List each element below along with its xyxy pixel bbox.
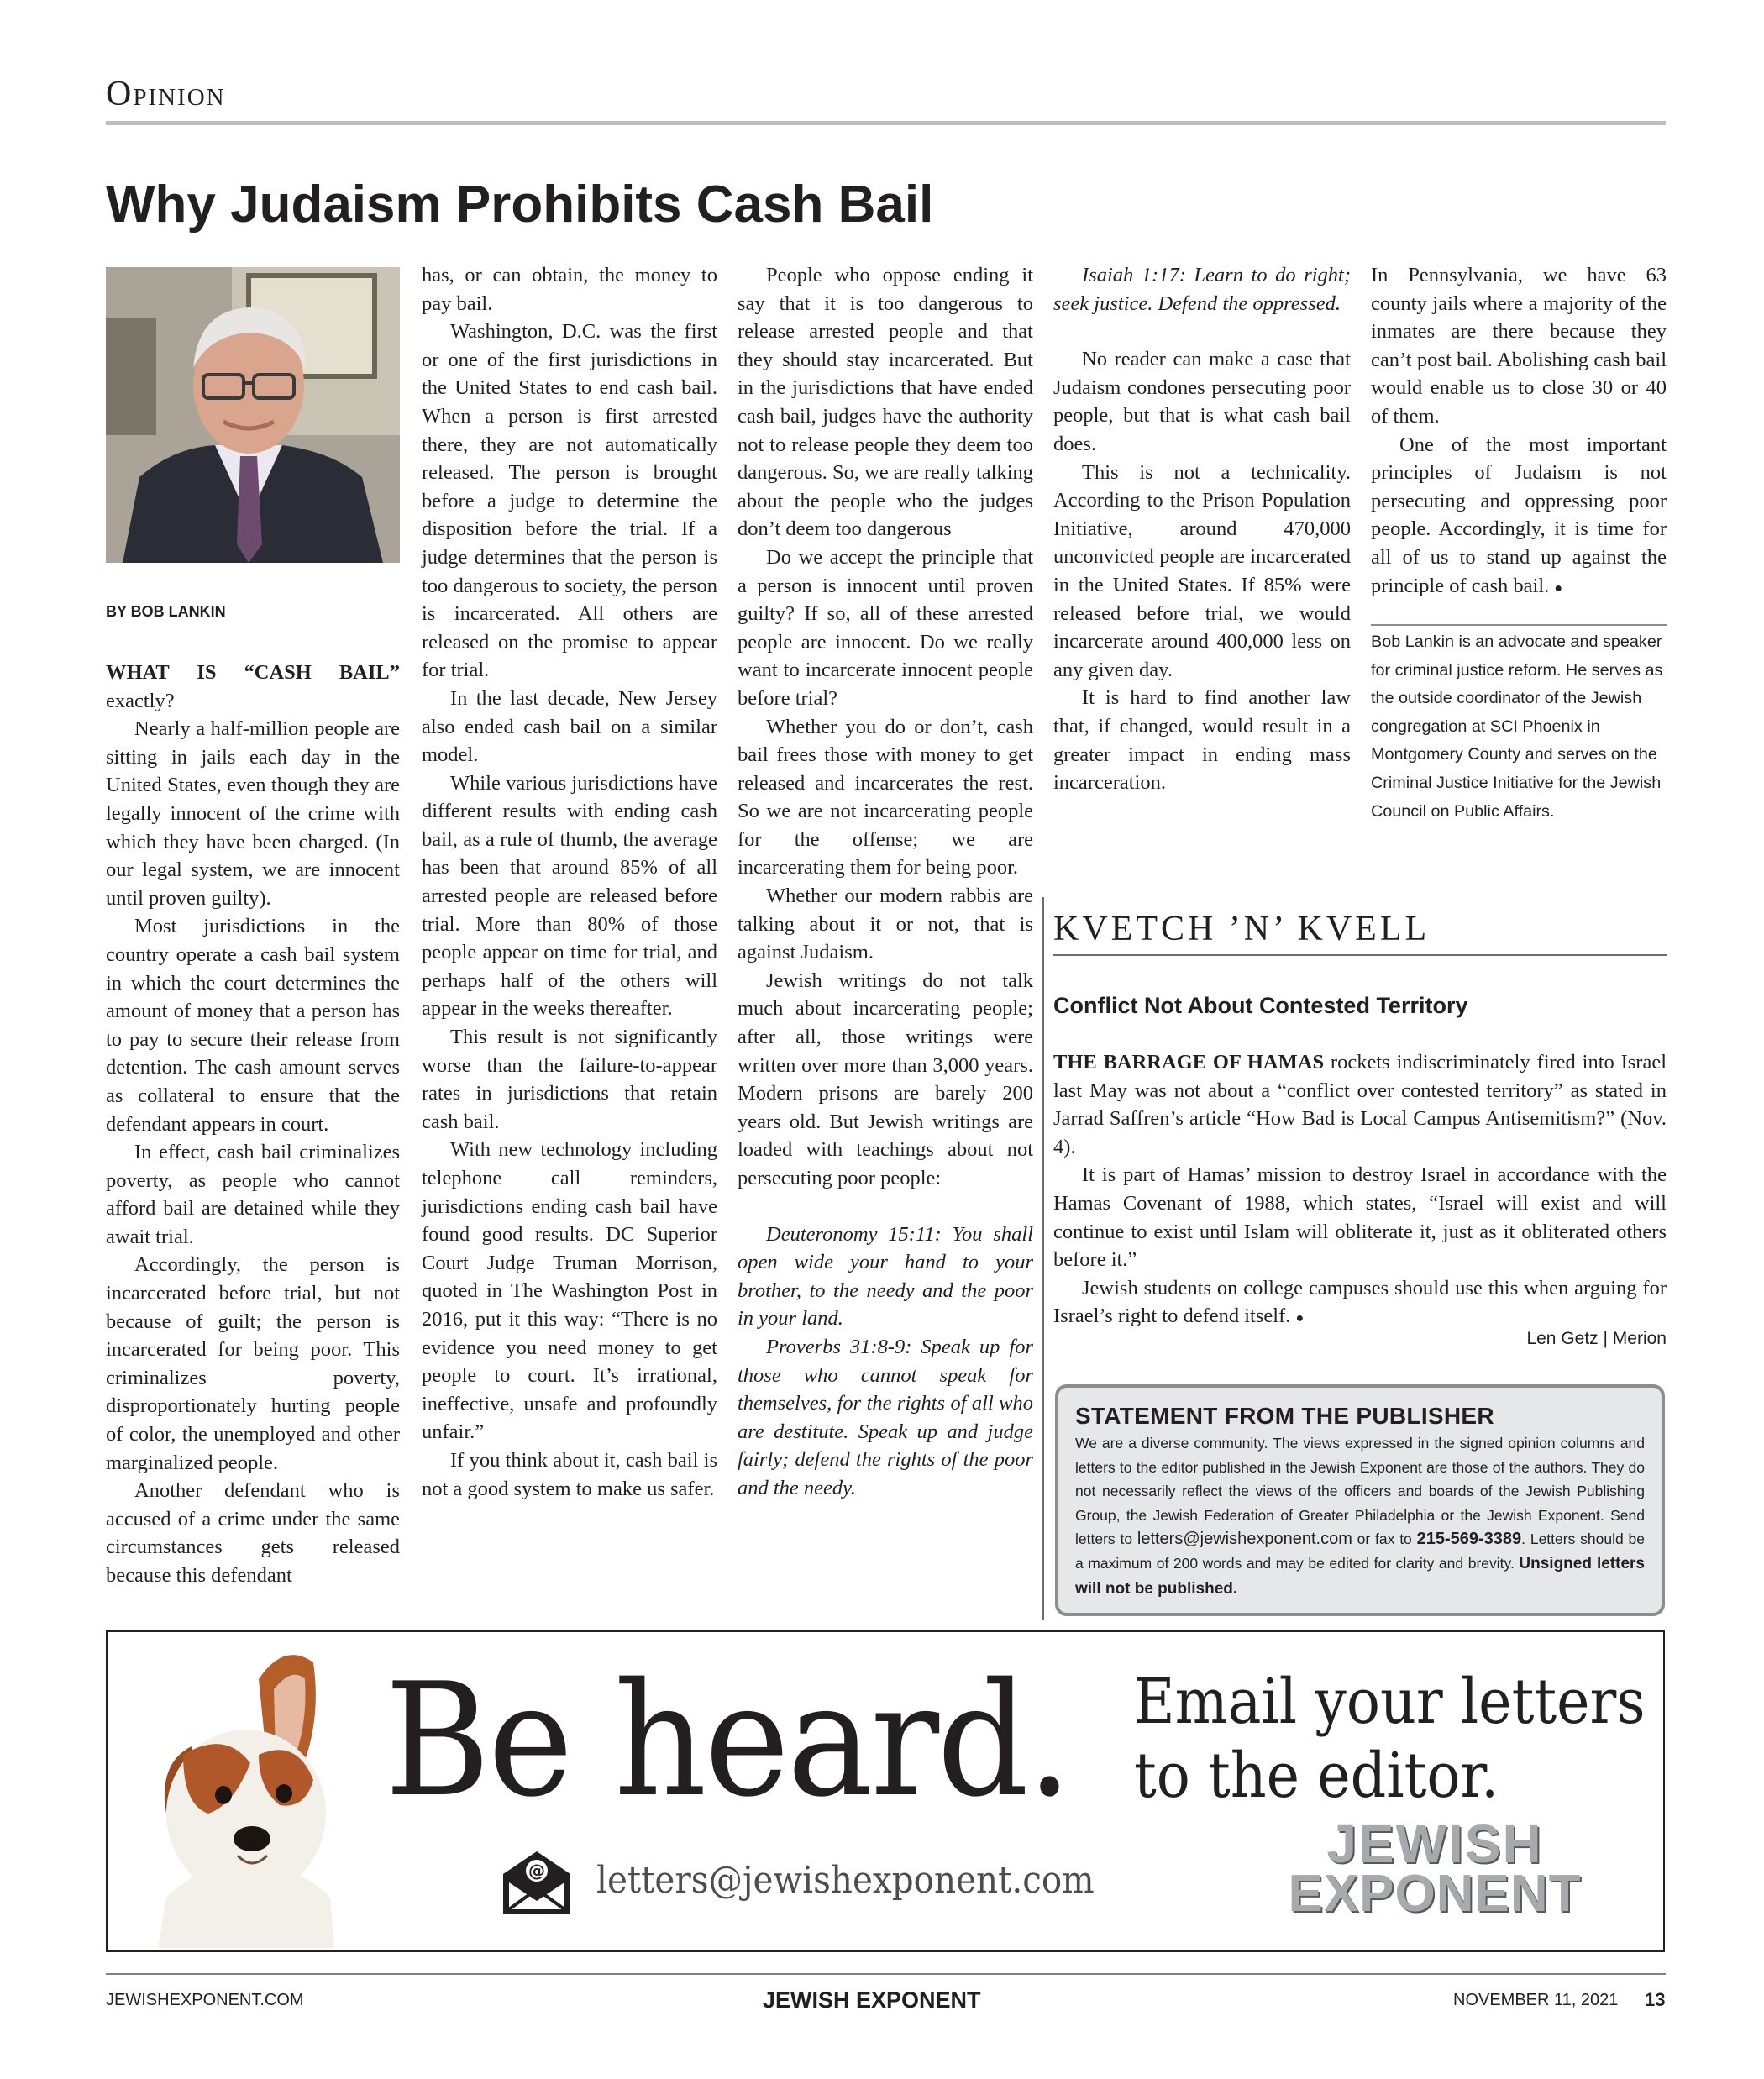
ad-subline-2: to the editor.	[1134, 1740, 1499, 1812]
letter-paragraph	[1053, 1274, 1667, 1333]
paragraph: Do we accept the principle that a person is innocent until proven guilty? If so, all of these arrested people are innocent. Do we really want to incarcerate innocent people before trial?	[738, 545, 1033, 710]
byline: BY BOB LANKIN	[106, 603, 226, 620]
section-heading	[106, 74, 226, 114]
section-heading-text: Opinion	[106, 75, 226, 113]
ad-headline: Be heard.	[385, 1649, 1070, 1831]
paragraph: In effect, cash bail criminalizes poverty, as people who cannot afford bail are detained while they await trial.	[106, 1141, 400, 1248]
letter-lead-rest: rockets indiscriminately fired into Israel last May was not about a “conflict over contested territory” as stated in Jarrad Saffren’s article “How Bad is Local Campus Antisemitism?” (Nov. 4).	[1053, 1051, 1667, 1158]
author-photo-image	[106, 267, 400, 563]
logo-line-1: JEWISH	[1326, 1814, 1543, 1874]
letter-paragraph: It is part of Hamas’ mission to destroy Israel in accordance with the Hamas Covenant of 1988, which states, “Israel will exist and will continue to exist until Islam will obliterate it, just as it obliterated others before it.”	[1053, 1163, 1667, 1272]
paragraph: It is hard to find another law that, if changed, would result in a greater impact in ending mass incarceration.	[1053, 686, 1351, 795]
paragraph: With new technology including telephone call reminders, jurisdictions ending cash bail have found good results. DC Superior Court Judge Truman Morrison, quoted in The Washington Post in 2016, put it this way: “There is no evidence you need money to get people to court. It’s irrational, ineffective, unsafe and profoundly unfair.”	[422, 1138, 717, 1444]
envelope-at-icon	[499, 1849, 575, 1916]
publisher-text-1: We are a diverse community. The views expressed in the signed opinion columns and letters to the editor published in the Jewish Exponent are those of the authors. They do not necessarily reflect the views of the officers and boards of the Jewish Publishing Group, the Jewish Federation of Greater Philadelphia or the Jewish Exponent. Send letters to	[1075, 1435, 1645, 1548]
paragraph: Another defendant who is accused of a crime under the same circumstances gets released because this defendant	[106, 1479, 400, 1587]
footer-rule	[106, 1973, 1666, 1975]
footer-website[interactable]: JEWISHEXPONENT.COM	[106, 1991, 304, 2009]
letters-advertisement[interactable]	[106, 1630, 1665, 1952]
article-column-3	[738, 261, 1033, 1503]
kvetch-section-title: KVETCH ’N’ KVELL	[1053, 910, 1431, 948]
publisher-statement-title: STATEMENT FROM THE PUBLISHER	[1075, 1403, 1494, 1429]
publisher-text-2: or fax to	[1352, 1530, 1417, 1548]
lead-caps: WHAT IS “CASH BAIL”	[106, 661, 400, 684]
ad-email-address[interactable]: letters@jewishexponent.com	[596, 1859, 1095, 1902]
header-rule	[106, 121, 1666, 125]
paragraph: This result is not significantly worse than the failure-to-appear rates in jurisdictions that retain cash bail.	[422, 1026, 717, 1133]
scripture-quote: Proverbs 31:8-9: Speak up for those who cannot speak for themselves, for the rights of all who are destitute. Speak up and judge fairly; defend the rights of the poor and the needy.	[738, 1335, 1033, 1499]
paragraph-text: One of the most important principles of Judaism is not persecuting and oppressing poor people. Accordingly, it is time for all of us to stand up against the principle of cash bail.	[1371, 433, 1667, 597]
paragraph: Washington, D.C. was the first or one of the first jurisdictions in the United States to end cash bail. When a person is first arrested there, they are not automatically released. The person is brought before a judge to determine the disposition before the trial. If a judge determines that the person is too dangerous to society, the person is incarcerated. All others are released on the promise to appear for trial.	[422, 320, 717, 682]
lead-rest: exactly?	[106, 689, 175, 712]
paragraph: This is not a technicality. According to the Prison Population Initiative, around 470,000 unconvicted people are incarcerated in the United States. If 85% were released before trial, we would incarcerate around 400,000 less on any given day.	[1053, 460, 1351, 681]
publisher-text-3: . Letters should be a maximum of 200 words and may be edited for clarity and brevity.	[1075, 1530, 1645, 1572]
bio-rule	[1371, 624, 1667, 626]
letter-headline: Conflict Not About Contested Territory	[1053, 993, 1468, 1018]
column-divider	[1042, 897, 1044, 1620]
letter-paragraph-text: Jewish students on college campuses should use this when arguing for Israel’s right to defend itself.	[1053, 1276, 1667, 1328]
lead-paragraph	[106, 659, 400, 715]
letter-body	[1053, 1048, 1667, 1333]
paragraph: Whether our modern rabbis are talking about it or not, that is against Judaism.	[738, 885, 1033, 964]
publisher-fax: 215-569-3389	[1416, 1530, 1522, 1549]
svg-text:@: @	[528, 1861, 545, 1881]
article-column-2	[422, 261, 717, 1503]
scripture-quote: Deuteronomy 15:11: You shall open wide your hand to your brother, to the needy and the poor in your land.	[738, 1222, 1033, 1331]
kvetch-rule	[1053, 954, 1667, 956]
footer-date: NOVEMBER 11, 2021	[1453, 1991, 1619, 2009]
letter-lead-caps: THE BARRAGE OF HAMAS	[1053, 1051, 1325, 1074]
end-mark-icon: ●	[1554, 580, 1563, 596]
paragraph: In the last decade, New Jersey also ended cash bail on a similar model.	[422, 686, 717, 767]
article-column-1	[106, 659, 400, 1590]
author-photo	[106, 267, 400, 563]
footer-page-number: 13	[1645, 1989, 1666, 2010]
paragraph: has, or can obtain, the money to pay bail.	[422, 264, 717, 315]
paragraph: Nearly a half-million people are sitting in jails each day in the United States, even though they are legally innocent of the crime with which they have been charged. (In our legal system, we are innocent until proven guilty).	[106, 717, 400, 910]
publisher-unsigned-note: Unsigned letters will not be published.	[1075, 1554, 1645, 1598]
paragraph: While various jurisdictions have different results with ending cash bail, as a rule of thumb, the average has been that around 85% of all arrested people are released before trial. More than 80% of those people appear on time for trial, and perhaps half of the others will appear in the weeks thereafter.	[422, 771, 717, 1021]
paragraph: Most jurisdictions in the country operate a cash bail system in which the court determines the amount of money that a person has to pay to secure their release from detention. The cash amount serves as collateral to ensure that the defendant appears in court.	[106, 915, 400, 1136]
ad-subline-1: Email your letters	[1134, 1666, 1646, 1738]
end-mark-icon: ●	[1295, 1311, 1305, 1326]
scripture-quote: Isaiah 1:17: Learn to do right; seek justice. Defend the oppressed.	[1053, 264, 1351, 315]
author-bio: Bob Lankin is an advocate and speaker for criminal justice reform. He serves as the outside coordinator of the Jewish congregation at SCI Phoenix in Montgomery County and serves on the Criminal Justice Initiative for the Jewish Council on Public Affairs.	[1371, 633, 1663, 821]
publisher-email[interactable]: letters@jewishexponent.com	[1137, 1530, 1352, 1549]
letter-lead-paragraph	[1053, 1048, 1667, 1161]
paragraph: In Pennsylvania, we have 63 county jails where a majority of the inmates are there because they can’t post bail. Abolishing cash bail would enable us to close 30 or 40 of them.	[1371, 264, 1667, 428]
article-column-5	[1371, 261, 1667, 602]
publisher-statement-box	[1055, 1384, 1665, 1616]
paragraph: People who oppose ending it say that it is too dangerous to release arrested people and that they should stay incarcerated. But in the jurisdictions that have ended cash bail, judges have the authority not to release people they deem too dangerous. So, we are really talking about the people who the judges don’t deem too dangerous	[738, 264, 1033, 541]
letter-signature: Len Getz | Merion	[1526, 1329, 1667, 1348]
footer-paper-name: JEWISH EXPONENT	[763, 1987, 981, 2013]
paragraph: If you think about it, cash bail is not a good system to make us safer.	[422, 1448, 717, 1500]
paragraph: Jewish writings do not talk much about incarcerating people; after all, those writings were written over more than 3,000 years. Modern prisons are barely 200 years old. But Jewish writings are loaded with teachings about not persecuting poor people:	[738, 969, 1033, 1189]
logo-line-2: EXPONENT	[1288, 1865, 1582, 1923]
article-column-4	[1053, 261, 1351, 797]
paragraph	[1371, 431, 1667, 603]
jewish-exponent-logo	[1267, 1814, 1603, 1923]
dog-illustration	[133, 1646, 351, 1948]
paragraph: Accordingly, the person is incarcerated before trial, but not because of guilt; the person is incarcerated for being poor. This criminalizes poverty, disproportionately hurting people of color, the unemployed and other marginalized people.	[106, 1253, 400, 1474]
paragraph: No reader can make a case that Judaism condones persecuting poor people, but that is what cash bail does.	[1053, 348, 1351, 455]
publisher-statement-text	[1075, 1431, 1645, 1601]
article-headline: Why Judaism Prohibits Cash Bail	[106, 176, 934, 234]
paragraph: Whether you do or don’t, cash bail frees those with money to get released and incarcerates the rest. So we are not incarcerating people for the offense; we are incarcerating them for being poor.	[738, 715, 1033, 879]
